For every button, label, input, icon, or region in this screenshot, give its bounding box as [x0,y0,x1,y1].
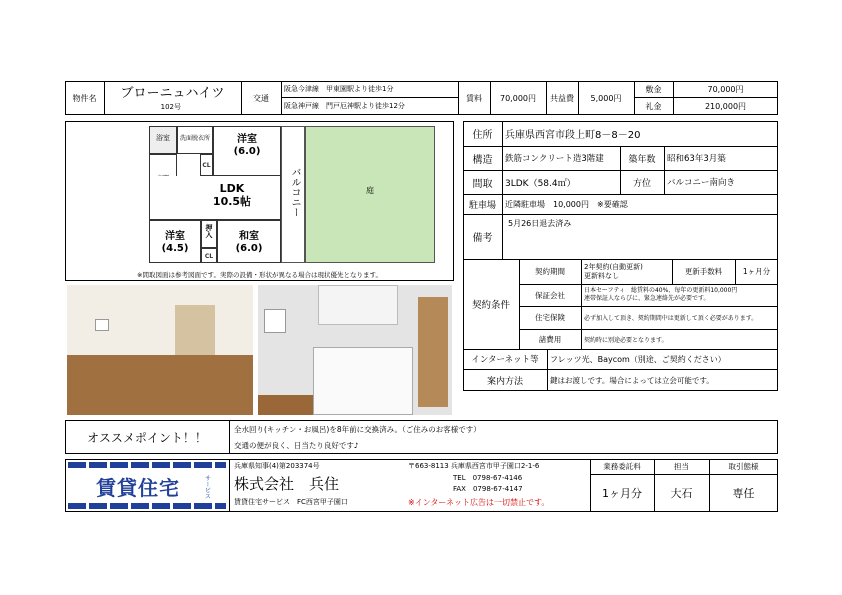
deposit-label: 敷金 [645,84,662,94]
other-costs-label: 諸費用 [538,334,562,344]
ldk-size: 10.5帖 [212,195,252,208]
fax: FAX 0798-67-4147 [453,484,523,493]
balcony-label: バルコニー [289,167,300,217]
company-name: 株式会社 兵住 [234,474,340,493]
guidance-value: 鍵はお渡しです。場合によっては立会可能です。 [550,375,714,385]
renewal-fee-label: 更新手数料 [684,267,723,276]
recommend-line-1: 全水回り(キッチン・お風呂)を8年前に交換済み。（ご住みのお客様です） [234,424,481,434]
company-logo [68,462,226,509]
conditions-label: 契約条件 [471,300,510,311]
postal-address: 〒663-8113 兵庫県西宮市甲子園口2-1-6 [408,462,540,470]
western-room-2-size: (4.5) [161,243,189,254]
common-fee-label: 共益費 [550,93,574,103]
parking-label: 駐車場 [468,200,496,211]
franchise-name: 賃貸住宅サービス FC西宮甲子園口 [234,498,348,506]
rent-value: 70,000円 [500,93,536,103]
property-name-label: 物件名 [72,93,97,103]
internet-value: フレッツ光、Baycom（別途、ご契約ください） [550,354,726,364]
recommend-title: オススメポイント！！ [87,430,207,445]
transaction-type-label: 取引態様 [728,462,759,471]
commission-value: 1ヶ月分 [602,487,642,500]
telephone: TEL 0798-67-4146 [453,473,523,482]
transport-label: 交通 [253,93,269,103]
layout-label: 間取 [472,178,493,190]
remarks-value: 5月26日退去済み [508,218,572,228]
oshiire-label: 押入 [205,224,213,238]
key-money-value: 210,000円 [704,101,747,111]
direction-value: バルコニー南向き [667,178,736,188]
kitchen-photo [258,285,452,415]
transport-line-2: 阪急神戸線 門戸厄神駅より徒歩12分 [284,102,405,110]
commission-label: 業務委託料 [603,462,641,471]
logo-text: 賃貸住宅 [96,475,180,500]
common-fee-value: 5,000円 [590,93,622,103]
ldk-name: LDK [219,182,245,195]
address-value: 兵庫県西宮市段上町8－8－20 [505,130,641,141]
internet-ad-warning: ※インターネット広告は一切禁止です。 [408,497,550,507]
transaction-type-value: 専任 [732,487,755,500]
agent-value: 大石 [670,487,693,500]
transport-line-1: 阪急今津線 甲東園駅より徒歩1分 [284,85,394,93]
bath-label: 浴室 [156,134,170,142]
other-costs-value: 契約時に別途必要となります。 [584,336,668,344]
closet-1-label: CL [202,162,211,169]
contract-period-label: 契約期間 [535,267,565,276]
renewal-fee-value: 1ヶ月分 [742,267,771,276]
license-number: 兵庫県知事(4)第203374号 [234,462,320,470]
layout-value: 3LDK（58.4㎡） [505,178,576,189]
contract-period-value: 2年契約(自動更新) 更新料なし [584,262,643,280]
parking-value: 近隣駐車場 10,000円 ※要確認 [505,199,628,209]
structure-label: 構造 [472,154,493,166]
insurance-value: 必ず加入して頂き、契約期間中は更新して頂く必要があります。 [584,315,758,322]
floorplan-note: ※間取図面は参考図面です。実際の設備・形状が異なる場合は現状優先となります。 [137,270,382,279]
floorplan [67,123,452,268]
built-year-value: 昭和63年3月築 [667,154,726,164]
address-label: 住所 [472,130,493,141]
western-room-1-name: 洋室 [237,134,257,145]
logo-subtext: サービス [203,475,211,499]
guidance-label: 案内方法 [486,376,523,387]
western-room-1-size: (6.0) [233,146,261,157]
room-number: 102号 [160,103,181,111]
japanese-room-size: (6.0) [235,243,263,254]
internet-label: インターネット等 [471,355,539,365]
recommend-line-2: 交通の便が良く、日当たり良好です♪ [234,440,359,450]
key-money-label: 礼金 [645,101,662,111]
built-year-label: 築年数 [628,154,656,165]
guarantor-value: 日本セーフティ 総賃料の40%、毎年の更新料10,000円 連帯保証人ならびに、緊急連絡先が必要です。 [584,287,738,302]
deposit-value: 70,000円 [707,84,744,94]
japanese-room-name: 和室 [239,231,259,242]
garden-label: 庭 [366,186,374,195]
closet-2-label: CL [204,253,214,260]
structure-value: 鉄筋コンクリート造3階建 [505,154,604,164]
living-room-photo [67,285,253,415]
agent-label: 担当 [674,462,689,471]
direction-label: 方位 [632,178,651,189]
property-name: ブローニュハイツ [120,85,225,100]
insurance-label: 住宅保険 [535,313,565,322]
rent-label: 賃料 [466,93,482,103]
washroom-label: 洗面脱衣所 [179,135,210,142]
remarks-label: 備考 [472,233,493,244]
guarantor-label: 保証会社 [535,290,565,300]
western-room-2-name: 洋室 [165,231,185,242]
